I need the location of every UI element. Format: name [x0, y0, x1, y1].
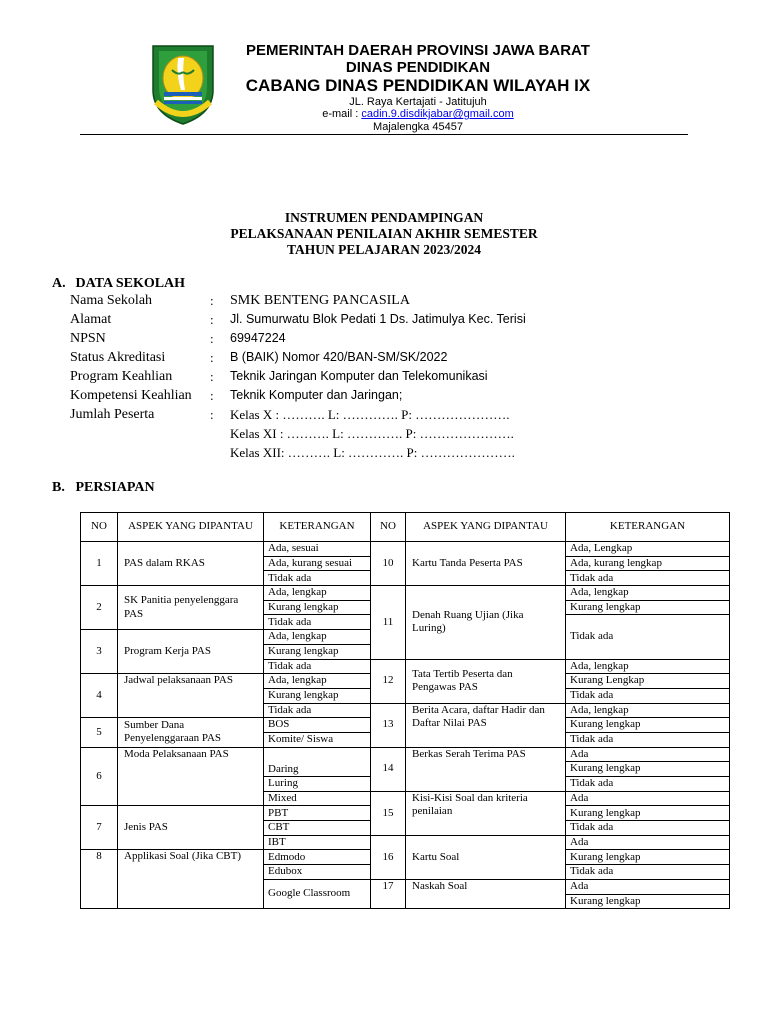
data-row-participants-xi	[70, 426, 710, 445]
data-label: NPSN	[70, 331, 106, 346]
option-cell[interactable]: Tidak ada	[566, 865, 730, 880]
option-cell[interactable]: Ada, kurang sesuai	[264, 556, 371, 571]
data-value: Kelas XII: ………. L: …………. P: ………………….	[230, 445, 515, 460]
item-aspect: Moda Pelaksanaan PAS	[118, 747, 264, 806]
item-aspect: Program Kerja PAS	[118, 630, 264, 674]
option-cell[interactable]: Tidak ada	[566, 821, 730, 836]
option-cell[interactable]: Tidak ada	[264, 659, 371, 674]
item-aspect: Jenis PAS	[118, 806, 264, 850]
letterhead-divider	[80, 134, 688, 135]
government-name: PEMERINTAH DAERAH PROVINSI JAWA BARAT	[246, 42, 590, 59]
option-cell[interactable]: Kurang lengkap	[566, 850, 730, 865]
option-cell[interactable]: BOS	[264, 718, 371, 733]
option-cell[interactable]: Ada	[566, 791, 730, 806]
data-value: 69947224	[230, 331, 286, 345]
option-cell[interactable]: Luring	[264, 777, 371, 792]
data-value: B (BAIK) Nomor 420/BAN-SM/SK/2022	[230, 350, 448, 364]
jawa-barat-emblem-logo	[148, 40, 218, 126]
item-number: 16	[371, 835, 406, 879]
item-number: 1	[81, 542, 118, 586]
item-number: 2	[81, 586, 118, 630]
option-cell[interactable]: Ada, lengkap	[264, 674, 371, 689]
section-b-title: PERSIAPAN	[75, 480, 155, 495]
item-number: 3	[81, 630, 118, 674]
item-aspect: Tata Tertib Peserta dan Pengawas PAS	[406, 659, 566, 703]
data-row-address	[70, 312, 710, 331]
colon: :	[210, 350, 214, 365]
table-row	[81, 586, 730, 601]
option-cell[interactable]: Kurang lengkap	[264, 600, 371, 615]
option-cell[interactable]: Ada, lengkap	[264, 586, 371, 601]
data-value: Teknik Jaringan Komputer dan Telekomunikasi	[230, 369, 488, 383]
option-cell[interactable]: Ada, sesuai	[264, 542, 371, 557]
item-aspect: PAS dalam RKAS	[118, 542, 264, 586]
data-row-accreditation	[70, 350, 710, 369]
option-cell[interactable]: Edubox	[264, 865, 371, 880]
data-row-npsn	[70, 331, 710, 350]
item-aspect: Kisi-Kisi Soal dan kriteria penilaian	[406, 791, 566, 835]
data-label: Status Akreditasi	[70, 350, 166, 365]
colon: :	[210, 293, 214, 308]
option-cell[interactable]: Kurang lengkap	[264, 688, 371, 703]
office-city: Majalengka 45457	[373, 120, 463, 133]
data-value: SMK BENTENG PANCASILA	[230, 293, 410, 308]
option-cell[interactable]: CBT	[264, 821, 371, 836]
header-no: NO	[81, 513, 118, 542]
item-aspect: Berkas Serah Terima PAS	[406, 747, 566, 791]
email-link[interactable]: cadin.9.disdikjabar@gmail.com	[361, 108, 514, 121]
data-label: Program Keahlian	[70, 369, 173, 384]
branch-office-name: CABANG DINAS PENDIDIKAN WILAYAH IX	[245, 76, 591, 96]
option-cell[interactable]: Kurang lengkap	[566, 600, 730, 615]
item-number: 14	[371, 747, 406, 791]
item-number: 15	[371, 791, 406, 835]
email-line	[218, 108, 618, 121]
option-cell[interactable]: Ada	[566, 747, 730, 762]
item-number: 4	[81, 674, 118, 718]
header-no: NO	[371, 513, 406, 542]
item-number: 8	[81, 850, 118, 909]
item-number: 11	[371, 586, 406, 659]
data-label: Kompetensi Keahlian	[70, 388, 192, 403]
option-cell[interactable]: Ada, lengkap	[264, 630, 371, 645]
section-a-heading	[52, 276, 185, 292]
document-title	[0, 210, 768, 259]
header-aspek: ASPEK YANG DIPANTAU	[118, 513, 264, 542]
option-cell[interactable]: Tidak ada	[566, 688, 730, 703]
option-cell[interactable]: Tidak ada	[264, 703, 371, 718]
option-cell[interactable]: Ada, kurang lengkap	[566, 556, 730, 571]
option-cell[interactable]: Kurang Lengkap	[566, 674, 730, 689]
item-aspect: Kartu Soal	[406, 835, 566, 879]
option-cell[interactable]: Komite/ Siswa	[264, 732, 371, 747]
item-aspect: Jadwal pelaksanaan PAS	[118, 674, 264, 718]
title-line-2: PELAKSANAAN PENILAIAN AKHIR SEMESTER	[230, 226, 538, 242]
colon: :	[210, 388, 214, 403]
data-row-school-name	[70, 293, 710, 312]
table-row	[81, 542, 730, 557]
option-cell[interactable]: Tidak ada	[264, 571, 371, 586]
option-cell[interactable]: Ada, Lengkap	[566, 542, 730, 557]
table-row	[81, 747, 730, 762]
item-number: 13	[371, 703, 406, 747]
item-number: 17	[371, 879, 406, 908]
option-cell[interactable]: Tidak ada	[566, 571, 730, 586]
option-cell[interactable]: PBT	[264, 806, 371, 821]
header-keterangan: KETERANGAN	[264, 513, 371, 542]
title-line-1: INSTRUMEN PENDAMPINGAN	[284, 210, 484, 225]
option-cell[interactable]: Ada, lengkap	[566, 586, 730, 601]
option-cell[interactable]: Kurang lengkap	[566, 762, 730, 777]
option-cell[interactable]: Ada	[566, 879, 730, 894]
option-cell[interactable]: Ada, lengkap	[566, 703, 730, 718]
school-data	[70, 293, 710, 464]
item-number: 10	[371, 542, 406, 586]
item-aspect: Denah Ruang Ujian (Jika Luring)	[406, 586, 566, 659]
option-cell[interactable]: Tidak ada	[566, 615, 730, 659]
option-cell[interactable]: Daring	[264, 747, 371, 776]
item-number: 12	[371, 659, 406, 703]
data-label: Nama Sekolah	[70, 293, 153, 308]
option-cell[interactable]: Mixed	[264, 791, 371, 806]
option-cell[interactable]: Google Classroom	[264, 879, 371, 908]
table-header-row	[81, 513, 730, 542]
option-cell[interactable]: Edmodo	[264, 850, 371, 865]
item-aspect: Naskah Soal	[406, 879, 566, 908]
data-row-competency	[70, 388, 710, 407]
colon: :	[210, 331, 214, 346]
data-row-participants-xii	[70, 445, 710, 464]
item-number: 7	[81, 806, 118, 850]
title-line-3: TAHUN PELAJARAN 2023/2024	[286, 242, 481, 258]
office-address: JL. Raya Kertajati - Jatitujuh	[349, 95, 487, 108]
data-value: Kelas X : ………. L: …………. P: ………………….	[230, 407, 510, 422]
section-b-heading	[52, 480, 155, 496]
option-cell[interactable]: Kurang lengkap	[566, 806, 730, 821]
item-aspect: Kartu Tanda Peserta PAS	[406, 542, 566, 586]
section-a-letter: A.	[52, 276, 66, 291]
header-aspek: ASPEK YANG DIPANTAU	[406, 513, 566, 542]
section-a-title: DATA SEKOLAH	[75, 276, 186, 291]
option-cell[interactable]: IBT	[264, 835, 371, 850]
data-value: Jl. Sumurwatu Blok Pedati 1 Ds. Jatimulya Kec. Terisi	[230, 312, 526, 326]
colon: :	[210, 407, 214, 422]
item-aspect: SK Panitia penyelenggara PAS	[118, 586, 264, 630]
option-cell[interactable]: Kurang lengkap	[566, 718, 730, 733]
colon: :	[210, 369, 214, 384]
item-number: 5	[81, 718, 118, 747]
option-cell[interactable]: Ada	[566, 835, 730, 850]
option-cell[interactable]: Kurang lengkap	[264, 644, 371, 659]
data-label: Alamat	[70, 312, 112, 327]
data-value: Kelas XI : ………. L: …………. P: ………………….	[230, 426, 514, 441]
option-cell[interactable]: Kurang lengkap	[566, 894, 730, 909]
item-aspect: Berita Acara, daftar Hadir dan Daftar Nilai PAS	[406, 703, 566, 747]
item-number: 6	[81, 747, 118, 806]
preparation-table	[80, 512, 730, 909]
option-cell[interactable]: Tidak ada	[264, 615, 371, 630]
colon: :	[210, 312, 214, 327]
data-row-program	[70, 369, 710, 388]
item-aspect: Sumber Dana Penyelenggaraan PAS	[118, 718, 264, 747]
email-label: e-mail :	[322, 108, 362, 121]
option-cell[interactable]: Tidak ada	[566, 732, 730, 747]
option-cell[interactable]: Ada, lengkap	[566, 659, 730, 674]
option-cell[interactable]: Tidak ada	[566, 777, 730, 792]
item-aspect: Applikasi Soal (Jika CBT)	[118, 850, 264, 909]
header-keterangan: KETERANGAN	[566, 513, 730, 542]
letterhead	[218, 42, 618, 133]
data-row-participants	[70, 407, 710, 426]
department-name: DINAS PENDIDIKAN	[345, 59, 491, 77]
section-b-letter: B.	[52, 480, 65, 495]
data-value: Teknik Komputer dan Jaringan;	[230, 388, 403, 402]
data-label: Jumlah Peserta	[70, 407, 155, 422]
